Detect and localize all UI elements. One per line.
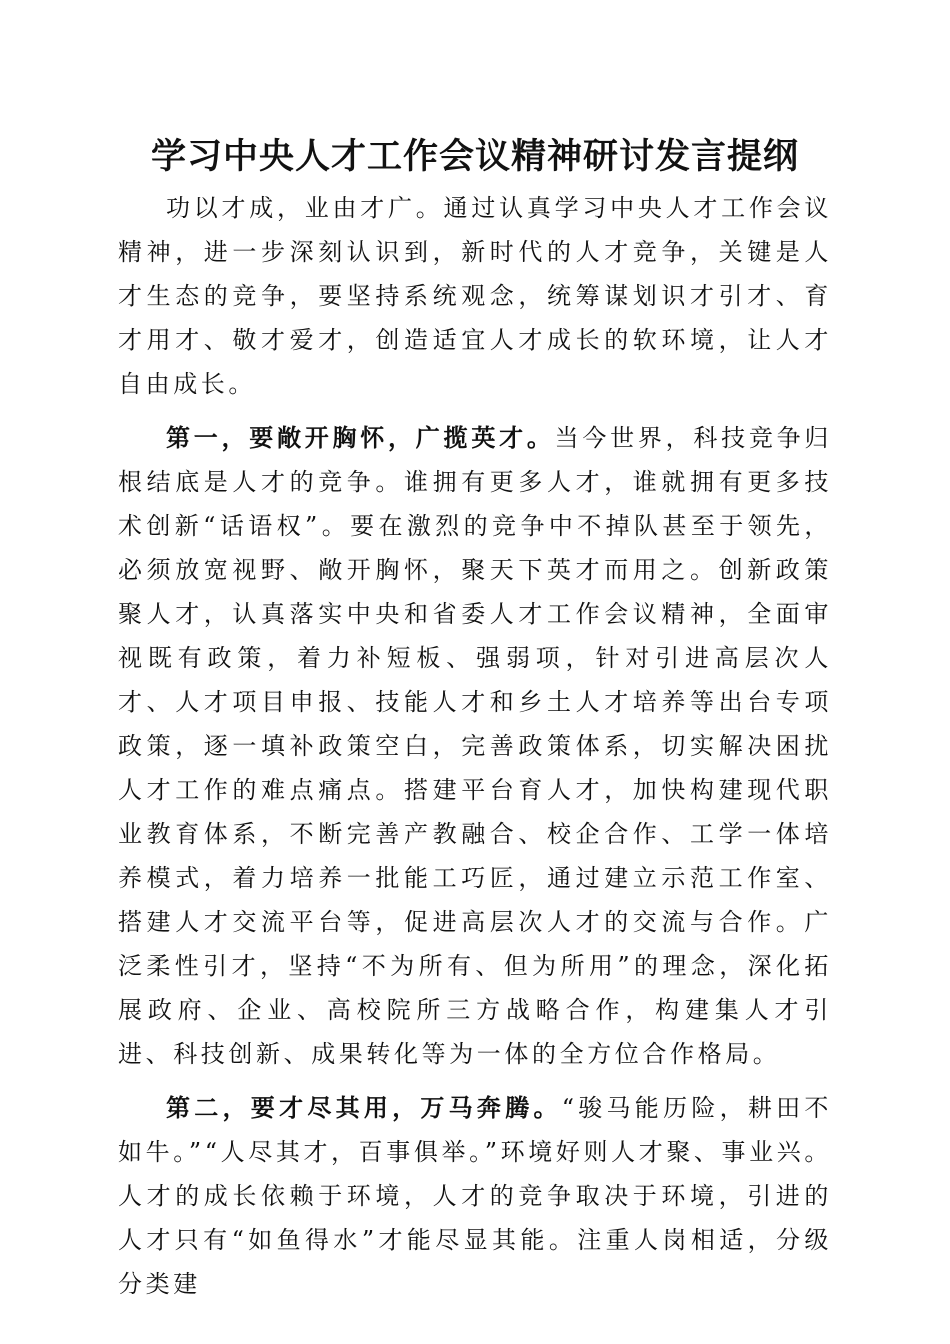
paragraph-heading: 第二，要才尽其用，万马奔腾。	[166, 1093, 562, 1122]
document-title: 学习中央人才工作会议精神研讨发言提纲	[150, 136, 799, 177]
paragraph-text: 功以才成，业由才广。通过认真学习中央人才工作会议精神，进一步深刻认识到，新时代的人才竞争，关键是人才生态的竞争，要坚持系统观念，统筹谋划识才引才、育才用才、敬才爱才，创造适宜人才成长的软环境，让人才自由成长。	[118, 194, 832, 398]
paragraph-intro	[118, 186, 832, 406]
document-body	[118, 186, 832, 1306]
paragraph-second-point	[118, 1086, 832, 1306]
paragraph-first-point	[118, 416, 832, 1076]
paragraph-text: 当今世界，科技竞争归根结底是人才的竞争。谁拥有更多人才，谁就拥有更多技术创新“话语权”。要在激烈的竞争中不掉队甚至于领先，必须放宽视野、敞开胸怀，聚天下英才而用之。创新政策聚人才，认真落实中央和省委人才工作会议精神，全面审视既有政策，着力补短板、强弱项，针对引进高层次人才、人才项目申报、技能人才和乡土人才培养等出台专项政策，逐一填补政策空白，完善政策体系，切实解决困扰人才工作的难点痛点。搭建平台育人才，加快构建现代职业教育体系，不断完善产教融合、校企合作、工学一体培养模式，着力培养一批能工巧匠，通过建立示范工作室、搭建人才交流平台等，促进高层次人才的交流与合作。广泛柔性引才，坚持“不为所有、但为所用”的理念，深化拓展政府、企业、高校院所三方战略合作，构建集人才引进、科技创新、成果转化等为一体的全方位合作格局。	[118, 424, 832, 1068]
paragraph-text: “骏马能历险，耕田不如牛。”“人尽其才，百事俱举。”环境好则人才聚、事业兴。人才的成长依赖于环境，人才的竞争取决于环境，引进的人才只有“如鱼得水”才能尽显其能。注重人岗相适，分级分类建	[118, 1094, 832, 1298]
paragraph-heading: 第一，要敞开胸怀，广揽英才。	[166, 423, 555, 452]
